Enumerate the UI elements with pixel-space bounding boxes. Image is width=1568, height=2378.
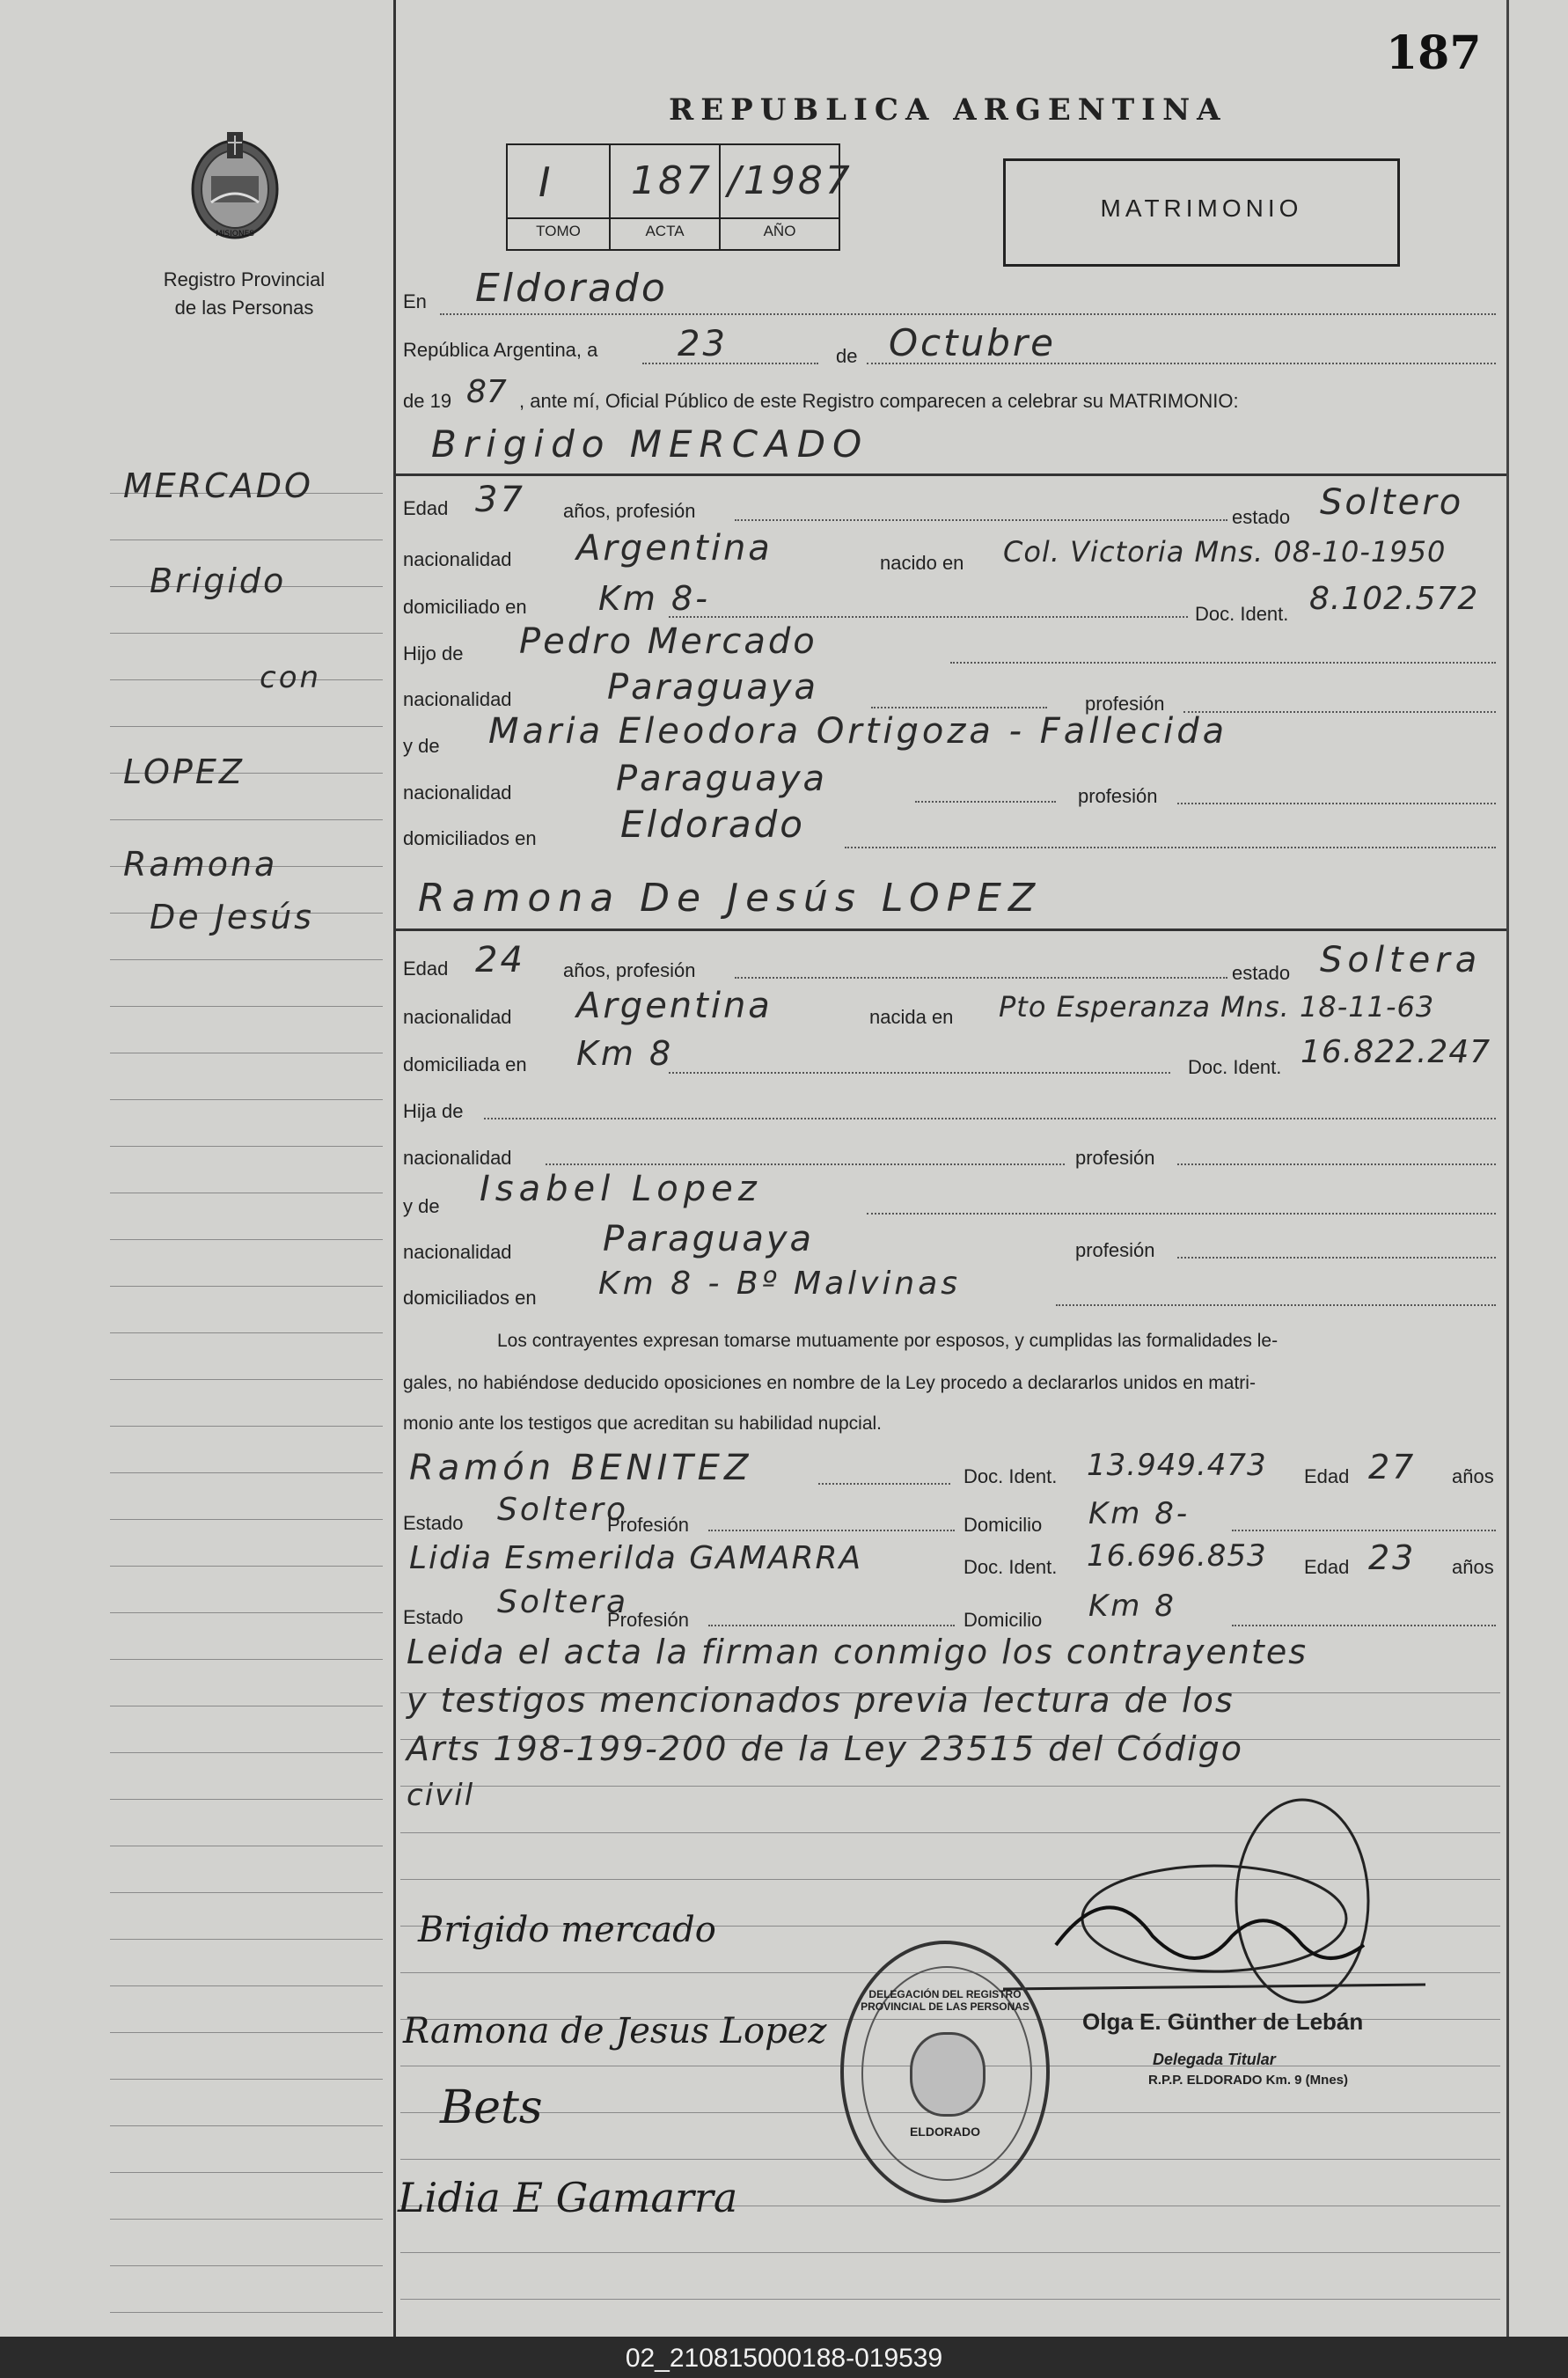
republica-label: República Argentina, a	[403, 339, 598, 361]
anio-year-value: 87	[466, 374, 507, 410]
c2-estado-value: Soltera	[1320, 940, 1483, 980]
c1-padre-nac-label: nacionalidad	[403, 688, 512, 710]
signature-ramona: Ramona de Jesus Lopez	[403, 2011, 827, 2051]
mes-value: Octubre	[889, 321, 1057, 364]
margin-ruled-line	[110, 1099, 383, 1100]
margin-ruled-line	[110, 1426, 383, 1427]
libro-box	[506, 143, 853, 251]
c1-madre-nac-label: nacionalidad	[403, 782, 512, 804]
c1-nacido-label: nacido en	[880, 552, 964, 574]
margin-ruled-line	[110, 1659, 383, 1660]
c1-padres-domicilio-value: Eldorado	[620, 803, 805, 846]
c2-domicilio-value: Km 8	[576, 1034, 674, 1073]
c2-anios-profesion-label: años, profesión	[563, 959, 696, 981]
margin-ruled-line	[110, 1939, 383, 1940]
round-seal	[840, 1941, 1050, 2203]
cierre-line-3: Arts 198-199-200 de la Ley 23515 del Código	[407, 1729, 1244, 1768]
margin-ruled-line	[110, 726, 383, 727]
c1-padre-nac-value: Paraguaya	[607, 667, 819, 708]
registro-line-1: Registro Provincial	[163, 268, 326, 290]
seal-emblem-icon	[910, 2032, 985, 2117]
contrayente2-nombre: Ramona De Jesús LOPEZ	[418, 876, 1043, 921]
margin-ruled-line	[110, 819, 383, 820]
t1-domicilio-value: Km 8-	[1088, 1496, 1191, 1531]
t2-profesion-label: Profesión	[607, 1609, 689, 1631]
margin-ruled-line	[110, 2125, 383, 2126]
cierre-line-2: y testigos mencionados previa lectura de los	[407, 1681, 1235, 1720]
c1-hijo-label: Hijo de	[403, 642, 464, 664]
c1-y-de-label: y de	[403, 735, 440, 757]
t2-edad-label: Edad	[1304, 1556, 1350, 1578]
margin-ruled-line	[110, 1612, 383, 1613]
c2-padre-prof-label: profesión	[1075, 1147, 1155, 1169]
margin-column	[0, 0, 393, 2337]
c2-nacionalidad-label: nacionalidad	[403, 1006, 512, 1028]
c2-padres-domicilio-value: Km 8 - Bº Malvinas	[598, 1266, 962, 1302]
t2-domicilio-value: Km 8	[1088, 1589, 1176, 1624]
scan-footer	[0, 2337, 1568, 2378]
margin-ruled-line	[110, 2172, 383, 2173]
declaracion-line-3: monio ante los testigos que acreditan su habilidad nupcial.	[403, 1413, 883, 1434]
seal-text: DELEGACIÓN DEL REGISTRO PROVINCIAL DE LAS PERSONAS	[861, 1988, 1029, 2013]
c1-domicilio-value: Km 8-	[598, 579, 710, 618]
official-office: R.P.P. ELDORADO Km. 9 (Mnes)	[1148, 2073, 1348, 2088]
official-name: Olga E. Günther de Lebán	[1082, 2008, 1364, 2035]
c1-padre-prof-label: profesión	[1085, 693, 1165, 715]
c1-anios-profesion-label: años, profesión	[563, 500, 696, 522]
margin-ruled-line	[110, 959, 383, 960]
margin-ruled-line	[110, 1286, 383, 1287]
margin-ruled-line	[110, 2312, 383, 2313]
margin-ruled-line	[110, 1146, 383, 1147]
signature-benitez: Bets	[440, 2081, 543, 2134]
coat-of-arms-emblem	[185, 123, 286, 246]
t1-anios-label: años	[1452, 1465, 1494, 1487]
margin-ruled-line	[110, 1379, 383, 1380]
margin-note-con: con	[260, 660, 322, 695]
en-value: Eldorado	[475, 266, 668, 311]
margin-ruled-line	[110, 539, 383, 540]
margin-ruled-line	[110, 1892, 383, 1893]
c2-doc-label: Doc. Ident.	[1188, 1056, 1282, 1078]
margin-ruled-line	[110, 1985, 383, 1986]
dia-value: 23	[678, 324, 728, 364]
t1-estado-value: Soltero	[497, 1492, 628, 1528]
c2-doc-value: 16.822.247	[1301, 1034, 1491, 1070]
t1-edad-value: 27	[1368, 1448, 1417, 1486]
c1-domiciliados-label: domiciliados en	[403, 827, 537, 849]
scan-id: 02_210815000188-019539	[625, 2344, 943, 2373]
margin-ruled-line	[110, 1332, 383, 1333]
c2-padre-nac-label: nacionalidad	[403, 1147, 512, 1169]
c2-madre-nac-value: Paraguaya	[603, 1219, 815, 1259]
c2-y-de-label: y de	[403, 1195, 440, 1217]
anio-value: /1987	[728, 158, 853, 203]
emblem-lettering: MISIONES	[215, 230, 255, 239]
page-number: 187	[1386, 26, 1482, 80]
tipo-acta-label: MATRIMONIO	[1100, 194, 1303, 222]
ante-text: , ante mí, Oficial Público de este Registro comparecen a celebrar su MATRIMONIO:	[519, 390, 1239, 412]
c1-nacionalidad-value: Argentina	[576, 528, 773, 569]
tipo-acta-box	[1003, 158, 1400, 267]
anio-label: AÑO	[763, 223, 796, 239]
margin-ruled-line	[110, 1752, 383, 1753]
t2-doc-value: 16.696.853	[1087, 1538, 1267, 1574]
de-label: de	[836, 345, 858, 367]
country-header: REPUBLICA ARGENTINA	[669, 92, 1227, 128]
margin-ruled-line	[110, 2079, 383, 2080]
t1-estado-label: Estado	[403, 1512, 464, 1534]
margin-ruled-line	[110, 2032, 383, 2033]
body-ruled-line	[400, 2252, 1500, 2253]
c1-madre-nac-value: Paraguaya	[616, 759, 828, 799]
page-right-border	[1506, 0, 1509, 2337]
margin-ruled-line	[110, 1519, 383, 1520]
c1-madre-value: Maria Eleodora Ortigoza - Fallecida	[488, 711, 1228, 752]
margin-note-name-1: Brigido	[150, 561, 287, 600]
registro-provincial-label	[123, 266, 365, 322]
c1-madre-prof-label: profesión	[1078, 785, 1158, 807]
c2-nacida-value: Pto Esperanza Mns. 18-11-63	[999, 990, 1435, 1024]
margin-note-name-2b: De Jesús	[150, 898, 314, 936]
t1-edad-label: Edad	[1304, 1465, 1350, 1487]
c1-doc-value: 8.102.572	[1309, 581, 1479, 617]
c2-hija-label: Hija de	[403, 1100, 464, 1122]
cierre-line-1: Leida el acta la firman conmigo los contrayentes	[407, 1633, 1308, 1671]
t1-doc-value: 13.949.473	[1087, 1448, 1267, 1483]
body-ruled-line	[400, 2299, 1500, 2300]
margin-ruled-line	[110, 1006, 383, 1007]
c2-nacionalidad-value: Argentina	[576, 986, 773, 1026]
contrayente1-nombre: Brigido MERCADO	[431, 422, 869, 466]
c2-domiciliada-label: domiciliada en	[403, 1053, 527, 1075]
c1-edad-label: Edad	[403, 497, 449, 519]
c1-domiciliado-label: domiciliado en	[403, 596, 527, 618]
t2-doc-label: Doc. Ident.	[964, 1556, 1058, 1578]
margin-ruled-line	[110, 2219, 383, 2220]
t2-edad-value: 23	[1368, 1538, 1417, 1577]
t1-doc-label: Doc. Ident.	[964, 1465, 1058, 1487]
margin-ruled-line	[110, 679, 383, 680]
margin-ruled-line	[110, 1566, 383, 1567]
t2-estado-value: Soltera	[497, 1584, 629, 1620]
acta-value: 187	[631, 158, 713, 203]
c1-edad-value: 37	[475, 480, 525, 520]
t2-estado-label: Estado	[403, 1606, 464, 1628]
c1-nacionalidad-label: nacionalidad	[403, 548, 512, 570]
declaracion-line-2: gales, no habiéndose deducido oposiciones en nombre de la Ley procedo a declararlos unidos en matri-	[403, 1373, 1256, 1393]
c2-edad-value: 24	[475, 940, 525, 980]
t2-anios-label: años	[1452, 1556, 1494, 1578]
c2-madre-value: Isabel Lopez	[480, 1169, 762, 1209]
anio-prefix-label: de 19	[403, 390, 452, 412]
acta-label: ACTA	[645, 223, 685, 239]
c1-doc-label: Doc. Ident.	[1195, 603, 1289, 625]
c1-estado-label: estado	[1232, 506, 1291, 528]
en-label: En	[403, 290, 427, 312]
margin-ruled-line	[110, 1239, 383, 1240]
column-divider	[393, 0, 396, 2337]
c2-nacida-label: nacida en	[869, 1006, 954, 1028]
t2-domicilio-label: Domicilio	[964, 1609, 1043, 1631]
margin-ruled-line	[110, 1472, 383, 1473]
testigo2-nombre: Lidia Esmerilda GAMARRA	[409, 1540, 863, 1576]
tomo-label: TOMO	[536, 223, 581, 239]
c2-madre-nac-label: nacionalidad	[403, 1241, 512, 1263]
signature-gamarra: Lidia E Gamarra	[398, 2174, 738, 2221]
c1-estado-value: Soltero	[1320, 482, 1464, 523]
margin-ruled-line	[110, 1799, 383, 1800]
margin-note-surname-2: LOPEZ	[123, 752, 245, 791]
margin-note-surname-1: MERCADO	[123, 466, 313, 505]
margin-ruled-line	[110, 633, 383, 634]
declaracion-line-1: Los contrayentes expresan tomarse mutuamente por esposos, y cumplidas las formalidades le-	[497, 1331, 1279, 1351]
c2-edad-label: Edad	[403, 958, 449, 980]
c2-domiciliados-label: domiciliados en	[403, 1287, 537, 1309]
margin-ruled-line	[110, 2265, 383, 2266]
c1-nacido-value: Col. Victoria Mns. 08-10-1950	[1003, 535, 1447, 569]
seal-city: ELDORADO	[909, 2125, 981, 2139]
t1-domicilio-label: Domicilio	[964, 1514, 1043, 1536]
official-title: Delegada Titular	[1153, 2051, 1276, 2068]
tomo-value: I	[539, 158, 553, 206]
signature-brigido: Brigido mercado	[418, 1910, 716, 1950]
t1-profesion-label: Profesión	[607, 1514, 689, 1536]
c1-padre-value: Pedro Mercado	[519, 621, 817, 662]
registro-line-2: de las Personas	[174, 297, 314, 319]
c2-madre-prof-label: profesión	[1075, 1239, 1155, 1261]
cierre-line-4: civil	[407, 1778, 475, 1813]
margin-note-name-2: Ramona	[123, 845, 278, 884]
official-signature-graphic	[950, 1769, 1443, 2007]
testigo1-nombre: Ramón BENITEZ	[409, 1448, 753, 1488]
c2-estado-label: estado	[1232, 962, 1291, 984]
